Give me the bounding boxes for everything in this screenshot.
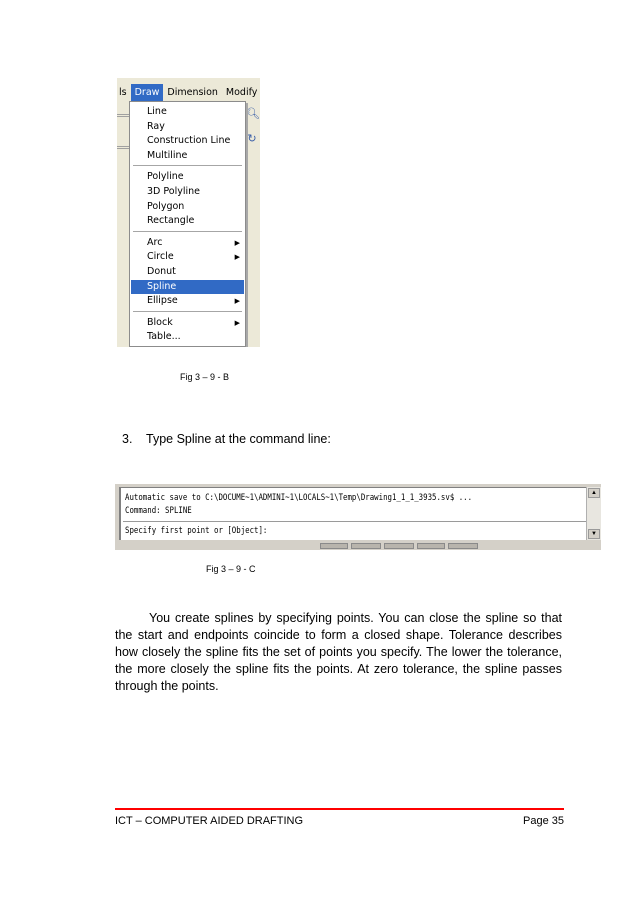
page-number: Page 35 xyxy=(523,815,564,827)
command-history-line: Automatic save to C:\DOCUME~1\ADMINI~1\LOCALS~1\Temp\Drawing1_1_1_3935.sv$ ... xyxy=(125,493,473,503)
command-history-line: Command: SPLINE xyxy=(125,506,192,516)
menu-item-label: Multiline xyxy=(147,149,188,161)
draw-menu-screenshot xyxy=(117,78,260,347)
menu-item-ellipse[interactable] xyxy=(131,294,244,308)
menu-separator xyxy=(133,165,242,166)
menu-item-label: Donut xyxy=(147,266,176,277)
paragraph-text: You create splines by specifying points. You can close the spline so that the start and endpoints coincide to form a closed shape. Tolerance describes how closely the spline fits the set of points you specify. The lower the tolerance, the more closely the spline fits the points. At zero tolerance, the spline passes through the points. xyxy=(115,611,562,693)
command-scrollbar[interactable] xyxy=(586,487,601,540)
menu-item-construction-line[interactable] xyxy=(131,134,244,148)
menu-item-polyline[interactable] xyxy=(131,170,244,184)
numbered-step xyxy=(122,432,331,446)
menu-item-label: 3D Polyline xyxy=(147,186,200,197)
body-paragraph xyxy=(115,610,562,695)
menu-item-label: Block xyxy=(147,316,173,328)
footer-rule xyxy=(115,808,564,810)
submenu-arrow-icon: ▶ xyxy=(234,253,240,262)
menu-item-ray[interactable] xyxy=(131,120,244,134)
menu-bar xyxy=(117,84,260,101)
menu-item-donut[interactable] xyxy=(131,265,244,279)
submenu-arrow-icon: ▶ xyxy=(234,318,240,327)
menu-item-label: Spline xyxy=(147,280,177,292)
menubar-item-ls[interactable]: ls xyxy=(119,87,127,98)
command-line-area[interactable] xyxy=(119,487,587,540)
menubar-item-draw[interactable]: Draw xyxy=(131,84,164,101)
footer-title: ICT – COMPUTER AIDED DRAFTING xyxy=(115,815,304,827)
menubar-item-modify[interactable]: Modify xyxy=(225,87,258,98)
step-number: 3. xyxy=(122,432,133,446)
menu-item-label: Polygon xyxy=(147,200,185,212)
submenu-arrow-icon: ▶ xyxy=(234,238,240,247)
menu-item-multiline[interactable] xyxy=(131,149,244,163)
zoom-icon[interactable]: 🔍︎ xyxy=(246,107,260,120)
menu-item-label: Ray xyxy=(147,120,165,132)
status-bar xyxy=(115,542,601,550)
menu-separator xyxy=(133,231,242,232)
menu-item-rectangle[interactable] xyxy=(131,214,244,228)
menu-item-table[interactable] xyxy=(131,330,244,344)
scroll-up-icon[interactable]: ▲ xyxy=(588,488,600,498)
figure-caption-c: Fig 3 – 9 - C xyxy=(206,564,256,574)
command-prompt-line[interactable]: Specify first point or [Object]: xyxy=(125,526,268,536)
menu-item-label: Line xyxy=(147,106,167,117)
menu-separator xyxy=(133,311,242,312)
menu-item-label: Ellipse xyxy=(147,295,178,307)
submenu-arrow-icon: ▶ xyxy=(234,297,240,306)
scroll-down-icon[interactable]: ▼ xyxy=(588,529,600,539)
menu-item-label: Arc xyxy=(147,236,163,248)
menu-item-label: Construction Line xyxy=(147,135,231,147)
menu-item-label: Polyline xyxy=(147,171,184,183)
menu-item-arc[interactable] xyxy=(131,236,244,250)
menu-item-3d-polyline[interactable] xyxy=(131,185,244,199)
menu-item-line[interactable] xyxy=(131,105,244,119)
figure-caption-b: Fig 3 – 9 - B xyxy=(180,372,230,382)
draw-dropdown-menu xyxy=(129,101,246,347)
command-line-screenshot xyxy=(115,484,601,550)
menu-item-block[interactable] xyxy=(131,316,244,330)
menu-item-spline[interactable] xyxy=(131,280,244,294)
step-text: Type Spline at the command line: xyxy=(146,432,331,446)
toolbar-strip xyxy=(117,102,129,347)
menu-item-label: Circle xyxy=(147,251,174,263)
menu-item-label: Table... xyxy=(147,331,181,343)
menu-item-polygon[interactable] xyxy=(131,200,244,214)
menu-item-label: Rectangle xyxy=(147,215,195,227)
refresh-icon[interactable]: ↻ xyxy=(247,132,257,145)
menubar-item-dimension[interactable]: Dimension xyxy=(167,87,218,98)
command-divider xyxy=(123,521,586,522)
menu-item-circle[interactable] xyxy=(131,250,244,264)
